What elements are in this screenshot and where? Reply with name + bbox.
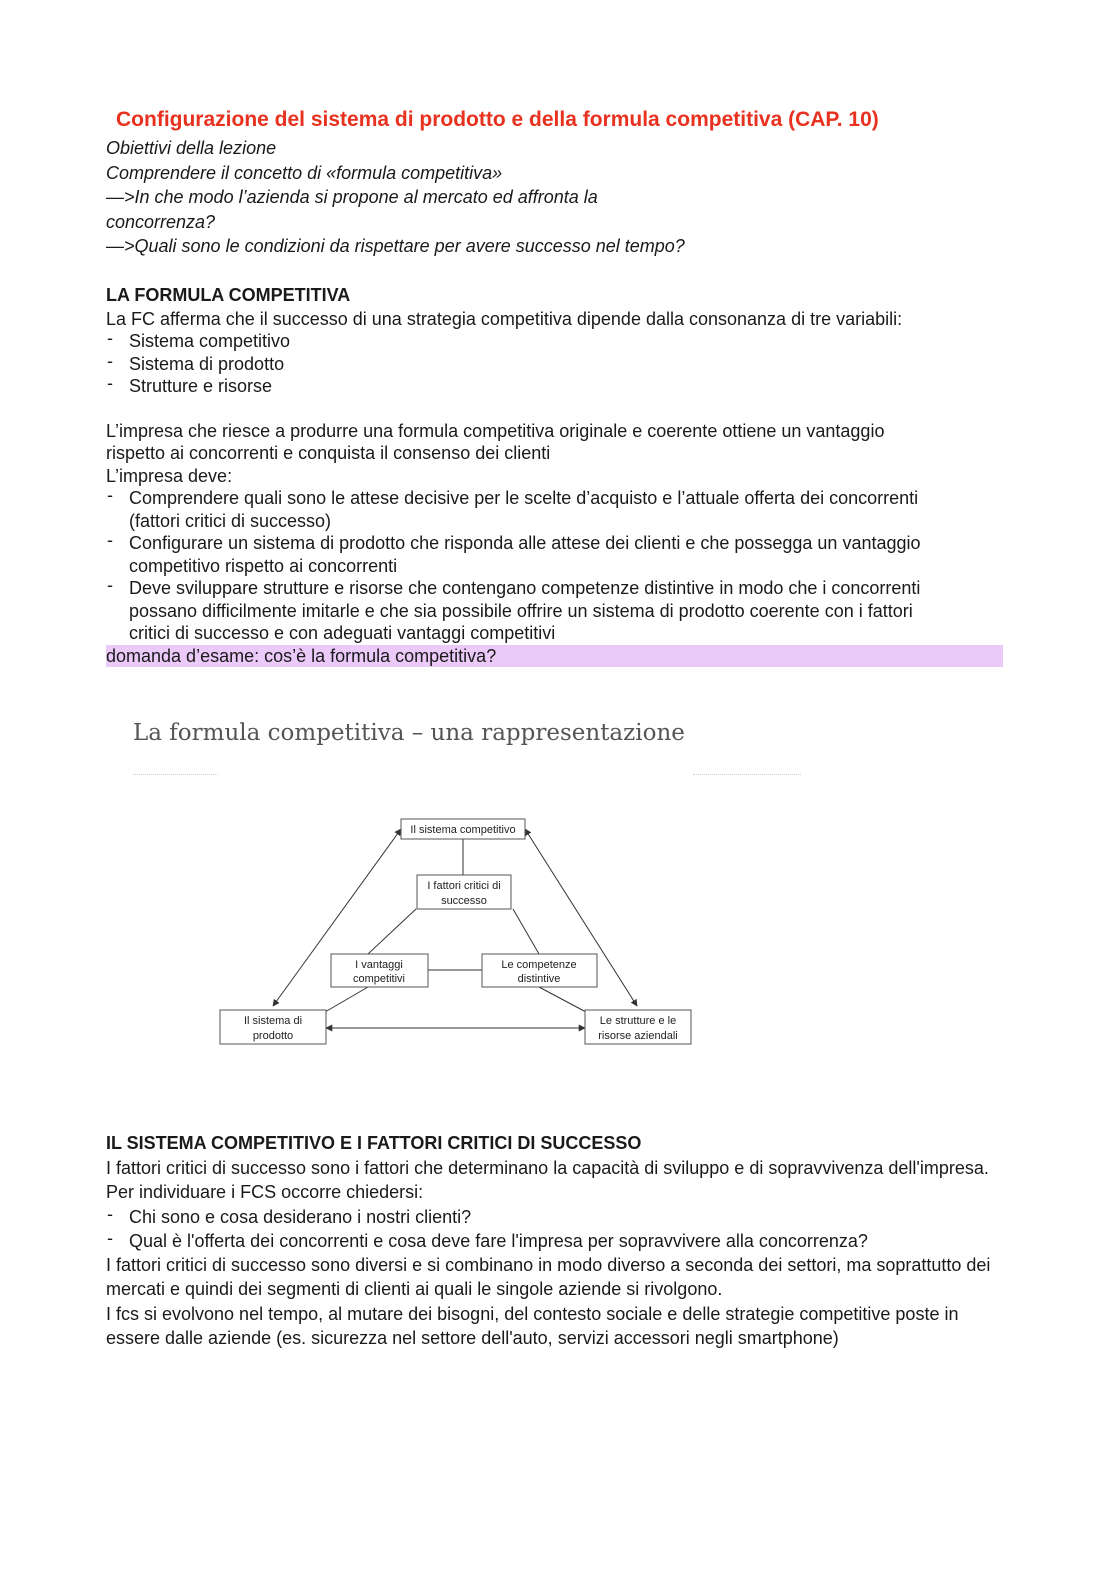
svg-text:Le strutture e le: Le strutture e le (599, 1015, 677, 1027)
list-item: - Deve sviluppare strutture e risorse che contengano competenze distintive in modo che i concorrenti possano difficilmente imitarle e che sia possibile offrire un sistema di prodotto coerente con i fattori critici di successo e con adeguati vantaggi competitivi (106, 577, 956, 645)
intro-line: —>Quali sono le condizioni da rispettare per avere successo nel tempo? (106, 236, 685, 256)
box-fattori-critici (417, 875, 511, 909)
svg-text:risorse aziendali: risorse aziendali (598, 1030, 678, 1042)
list-item: - Qual è l'offerta dei concorrenti e cosa deve fare l'impresa per sopravvivere alla concorrenza? (106, 1229, 1006, 1253)
document-title: Configurazione del sistema di prodotto e della formula competitiva (CAP. 10) (116, 108, 879, 131)
list-item: - Configurare un sistema di prodotto che risponda alle attese dei clienti e che possegga un vantaggio competitivo rispetto ai concorrenti (106, 532, 956, 577)
section-heading: LA FORMULA COMPETITIVA (106, 284, 351, 305)
document-page (106, 108, 1006, 667)
svg-text:prodotto: prodotto (252, 1030, 294, 1042)
box-sistema-prodotto (220, 1010, 326, 1044)
paragraph: L’impresa che riesce a produrre una formula competitiva originale e coerente ottiene un vantaggio rispetto ai concorrenti e conquista il consenso dei clienti (106, 420, 885, 463)
line-fattori-vantaggi (368, 909, 416, 954)
section-heading: IL SISTEMA COMPETITIVO E I FATTORI CRITICI DI SUCCESSO (106, 1133, 642, 1153)
paragraph: I fattori critici di successo sono diversi e si combinano in modo diverso a seconda dei settori, ma soprattutto dei mercati e quindi dei segmenti di clienti ai quali le singole aziende si rivolgono. (106, 1255, 991, 1300)
section-fcs (106, 1133, 1006, 1350)
svg-text:I fattori critici di: I fattori critici di (427, 880, 501, 892)
box-vantaggi-competitivi (331, 954, 428, 987)
box-strutture-risorse (585, 1010, 691, 1044)
variables-list (106, 330, 1006, 398)
intro-line: Obiettivi della lezione (106, 138, 277, 158)
duties-list (106, 487, 956, 645)
list-item: - Strutture e risorse (106, 375, 1006, 398)
paragraph: La FC afferma che il successo di una strategia competitiva dipende dalla consonanza di tre variabili: (106, 308, 903, 329)
questions-list (106, 1205, 1006, 1254)
box-sistema-competitivo (401, 819, 525, 839)
exam-question-highlight: domanda d’esame: cos’è la formula competitiva? (106, 645, 1003, 668)
svg-text:successo: successo (441, 895, 487, 907)
svg-text:Il sistema di: Il sistema di (243, 1015, 303, 1027)
intro-line: concorrenza? (106, 211, 216, 232)
diagram-svg (133, 716, 813, 1076)
line-competenze-strutture (539, 987, 586, 1012)
paragraph: I fattori critici di successo sono i fattori che determinano la capacità di sviluppo e di sopravvivenza dell'impresa. (106, 1158, 989, 1178)
list-item: - Sistema di prodotto (106, 353, 1006, 376)
list-item: - Chi sono e cosa desiderano i nostri clienti? (106, 1205, 1006, 1229)
line-fattori-competenze (513, 909, 539, 954)
box-competenze-distintive (482, 954, 597, 987)
paragraph: L’impresa deve: (106, 465, 233, 486)
svg-text:Il sistema competitivo: Il sistema competitivo (410, 824, 516, 836)
paragraph: I fcs si evolvono nel tempo, al mutare dei bisogni, del contesto sociale e delle strategie competitive poste in essere dalle aziende (es. sicurezza nel settore dell'auto, servizi accessori negli smartphone) (106, 1303, 959, 1349)
svg-text:I vantaggi: I vantaggi (355, 959, 403, 971)
intro-line: —>In che modo l’azienda si propone al mercato ed affronta la (106, 187, 598, 207)
list-item: - Sistema competitivo (106, 330, 1006, 353)
intro-line: Comprendere il concetto di «formula competitiva» (106, 162, 503, 183)
svg-text:Le competenze: Le competenze (501, 959, 577, 971)
paragraph: Per individuare i FCS occorre chiedersi: (106, 1182, 424, 1203)
line-vantaggi-prodotto (325, 987, 368, 1012)
svg-text:competitivi: competitivi (353, 973, 405, 985)
svg-text:distintive: distintive (517, 973, 561, 985)
list-item: - Comprendere quali sono le attese decisive per le scelte d’acquisto e l’attuale offerta dei concorrenti (fattori critici di successo) (106, 487, 956, 532)
formula-diagram (133, 716, 813, 1076)
figure-title: La formula competitiva – una rappresentazione (133, 720, 685, 746)
